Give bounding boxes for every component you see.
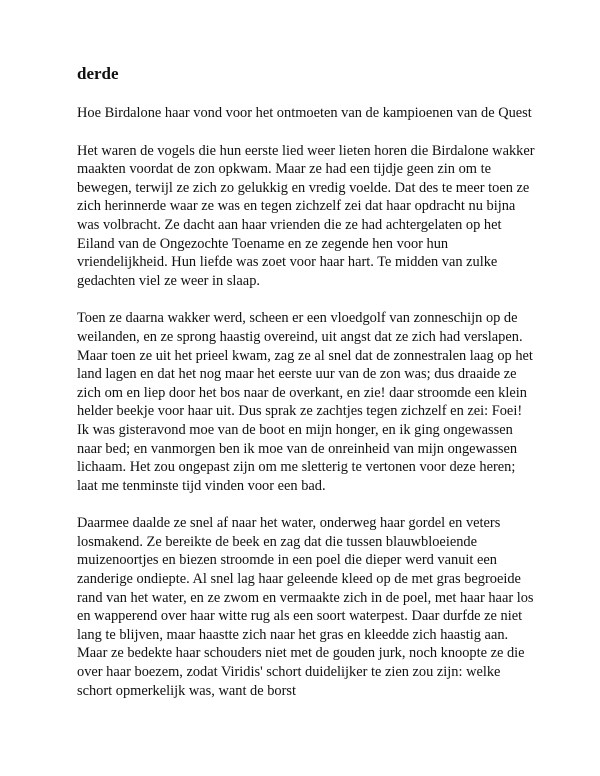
chapter-subtitle: Hoe Birdalone haar vond voor het ontmoeten van de kampioenen van de Quest [77,105,532,121]
document-page [77,63,537,719]
paragraph-1: Het waren de vogels die hun eerste lied weer lieten horen die Birdalone wakker maakten voordat de zon opkwam. Maar ze had een tijdje geen zin om te bewegen, terwijl ze zich zo gelukkig en vredig voelde. Dat des te meer toen ze zich herinnerde waar ze was en tegen zichzelf zei dat haar opdracht nu bijna was volbracht. Ze dacht aan haar vrienden die ze had achtergelaten op het Eiland van de Ongezochte Toename en ze zegende hen voor hun vriendelijkheid. Hun liefde was zoet voor haar hart. Te midden van zulke gedachten viel ze weer in slaap. [77,142,535,289]
paragraph-3: Daarmee daalde ze snel af naar het water, onderweg haar gordel en veters losmakend. Ze bereikte de beek en zag dat die tussen blauwbloeiende muizenoortjes en biezen stroomde in een poel die dieper werd vanuit een zanderige ondiepte. Al snel lag haar geleende kleed op de met gras begroeide rand van het water, en ze zwom en vermaakte zich in de poel, met haar haar los en wapperend over haar witte rug als een soort waterpest. Daar durfde ze niet lang te blijven, maar haastte zich naar het gras en kleedde zich haastig aan. Maar ze bedekte haar schouders niet met de gouden jurk, noch knoopte ze die over haar boezem, zodat Viridis' schort duidelijker te zien zou zijn: welke schort opmerkelijk was, want de borst [77,515,534,699]
chapter-heading: derde [77,64,119,83]
paragraph-2: Toen ze daarna wakker werd, scheen er een vloedgolf van zonneschijn op de weilanden, en ze sprong haastig overeind, uit angst dat ze zich had verslapen. Maar toen ze uit het prieel kwam, zag ze al snel dat de zonnestralen laag op het land lagen en dat het nog maar het eerste uur van de zon was; dus draaide ze zich om en liep door het bos naar de overkant, en zie! daar stroomde een klein helder beekje voor haar uit. Dus sprak ze zachtjes tegen zichzelf en zei: Foei! Ik was gisteravond moe van de boot en mijn honger, en ik ging ongewassen naar bed; en vanmorgen ben ik moe van de onreinheid van mijn ongewassen lichaam. Het zou ongepast zijn om me sletterig te vertonen voor deze heren; laat me tenminste tijd vinden voor een bad. [77,310,533,494]
